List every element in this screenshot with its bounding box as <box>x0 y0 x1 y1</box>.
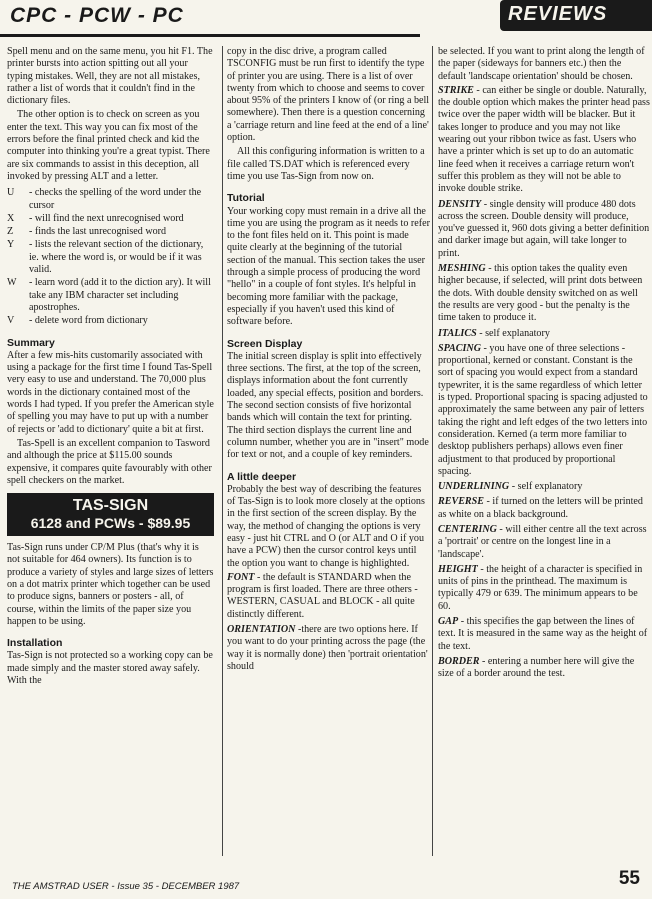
product-name: TAS-SIGN <box>72 497 149 515</box>
option-entry <box>438 199 650 260</box>
command-key: V <box>7 315 15 327</box>
paragraph: Tas-Sign is not protected so a working copy can be made simply and the master stored away safely. With the <box>7 650 213 687</box>
option-term: ITALICS <box>438 327 477 339</box>
option-desc: - self explanatory <box>509 481 583 493</box>
command-desc: - checks the spelling of the word under the cursor <box>29 187 202 211</box>
option-desc: - self explanatory <box>476 327 550 339</box>
command-list <box>7 187 214 327</box>
option-term: BORDER <box>438 655 480 667</box>
masthead <box>0 0 652 34</box>
command-key: Y <box>7 239 15 251</box>
option-desc: - this option takes the quality even higher because, if selected, will print dots between the dots. With double density switched on as well the results are very good - but the penalty is the time taken to produce it. <box>438 263 643 324</box>
option-entry <box>438 564 650 613</box>
option-term: REVERSE <box>438 496 485 508</box>
a-little-deeper-heading: A little deeper <box>227 470 297 483</box>
list-item <box>7 277 214 314</box>
paragraph: After a few mis-hits customarily associated with using a package for the first time I found Tas-Spell very easy to use and understand. The 70,000 plus words in the dictionary contained most of the words I had typed. If you prefer the American style of spelling you may have to put up with a number of rejects or 'add to dictionary' quite a bit at first. <box>7 349 214 435</box>
option-term: DENSITY <box>438 198 482 210</box>
column-2 <box>222 46 430 856</box>
command-desc: - will find the next unrecognised word <box>29 212 184 224</box>
option-entry <box>438 328 650 340</box>
option-desc: - you have one of three selections - proportional, kerned or constant. Constant is the sort of spacing you would expect from a standard typewriter, it is the same regardless of which letter is typed. Proportional spacing is spacing adjusted to approximately the same between any pair of letters taking the right and left edges of the two letters into consideration. Kerned (a term more familiar to desktop publishers perhaps) allows even finer adjustment to that produced by proportional spacing. <box>438 342 648 477</box>
option-term: GAP <box>438 616 459 628</box>
option-desc: - the default is STANDARD when the program is first loaded. There are three others - WESTERN, CASUAL and BLOCK - all quite distinctly different. <box>227 571 418 620</box>
page-number: 55 <box>618 868 640 889</box>
option-desc: - will either centre all the text across a 'portrait' or centre on the longest line in a 'landscape'. <box>438 523 647 560</box>
list-item <box>7 239 214 276</box>
command-key: W <box>7 277 17 289</box>
section-title: REVIEWS <box>508 3 608 25</box>
brand-banner <box>0 0 420 37</box>
brand-title: CPC - PCW - PC <box>10 4 184 27</box>
option-desc: - if turned on the letters will be printed as white on a black background. <box>438 496 643 520</box>
option-term: MESHING <box>438 263 486 275</box>
product-title-box <box>7 493 214 536</box>
paragraph: copy in the disc drive, a program called TSCONFIG must be run first to identify the type of printer you are using. There is a list of over twenty from which to choose and seems to cover about 95% of the printers I know of (or ring a bell somewhere). Then there is a question concerning a 'carriage return and line feed at the end of a line' option. <box>227 46 430 144</box>
summary-heading: Summary <box>7 336 55 349</box>
option-entry <box>438 524 650 561</box>
option-entry <box>438 481 650 493</box>
command-key: U <box>7 187 15 199</box>
option-entry <box>227 624 430 673</box>
screen-display-heading: Screen Display <box>227 337 303 350</box>
paragraph: Your working copy must remain in a drive all the time you are using the program as it needs to refer to the font files held on it. This point is made quite clearly at the beginning of the tutorial section of the manual. This section takes the user through a simple process of producing the word "hello" in a couple of font styles. It's helpful in becoming more familiar with the package, especially if you haven't used this kind of software before. <box>227 205 430 328</box>
list-item <box>7 226 214 238</box>
command-desc: - lists the relevant section of the dictionary, ie. where the word is, or would be if it was valid. <box>29 239 204 276</box>
product-price: 6128 and PCWs - $89.95 <box>30 515 191 532</box>
option-desc: - entering a number here will give the size of a border around the test. <box>438 655 635 680</box>
column-1 <box>7 46 214 856</box>
footer-publication: THE AMSTRAD USER - Issue 35 - DECEMBER 1987 <box>12 881 240 892</box>
option-desc: - single density will produce 480 dots across the screen. Double density will produce, you've guessed it, 960 dots giving a better definition and darker image but again, will take longer to print. <box>438 198 650 259</box>
command-key: Z <box>7 226 14 238</box>
list-item <box>7 315 214 327</box>
option-entry <box>227 572 430 621</box>
command-desc: - delete word from dictionary <box>29 315 148 327</box>
installation-heading: Installation <box>7 637 63 650</box>
option-entry <box>438 85 650 196</box>
tutorial-heading: Tutorial <box>227 192 265 205</box>
option-entry <box>438 343 650 478</box>
command-desc: - finds the last unrecognised word <box>29 226 167 238</box>
paragraph: Tas-Sign runs under CP/M Plus (that's why it is not suitable for 464 owners). Its function is to produce a variety of styles and large sizes of letters on a dot matrix printer which together can be used to produce signs, banners or posters - all, of course, within the limits of the paper size you happen to be using. <box>7 542 214 627</box>
option-term: HEIGHT <box>438 563 478 575</box>
paragraph: Probably the best way of describing the features of Tas-Sign is to look more closely at the options in the first section of the screen display. By the way, the method of changing the options is very easy - just hit CTRL and O (or ALT and O if you have a PCW) then the cursor control keys until the option you want to change is highlighted. <box>227 483 425 569</box>
command-desc: - learn word (add it to the diction ary). It will take any IBM character set including apostrophes. <box>29 277 211 313</box>
paragraph: Spell menu and on the same menu, you hit F1. The printer bursts into action spitting out all your typing mistakes. Well, they are not all mistakes, rather a list of words that it couldn't find in the dictionary files. <box>7 46 213 107</box>
paragraph: All this configuring information is written to a file called TS.DAT which is referenced every time you use Tas-Sign from now on. <box>227 146 425 182</box>
option-term: UNDERLINING <box>438 481 510 493</box>
list-item <box>7 187 214 212</box>
paragraph: The initial screen display is split into effectively three sections. The first, at the top of the screen, displays information about the font currently loaded, any special effects, position and borders. The second section consists of five horizontal bands which will contain the text for printing. The third section displays the current line and column number, whether you are in "insert" mode for text or not, and a couple of key reminders. <box>227 350 429 461</box>
option-term: CENTERING <box>438 523 497 535</box>
option-desc: - this specifies the gap between the lines of text. It is measured in the same way as the height of the text. <box>438 616 648 652</box>
option-desc: -there are two options here. If you want to do your printing across the page (the way it is normally done) then 'portrait orientation' should <box>227 624 428 672</box>
paragraph: Tas-Spell is an excellent companion to Tasword and although the price at $115.00 sounds expensive, it compares quite favourably with other spell checkers on the market. <box>7 437 212 486</box>
option-desc: - the height of a character is specified in units of pins in the printhead. The maximum is typically 479 or 639. The minimum appears to be 60. <box>438 563 643 612</box>
section-banner <box>500 0 652 31</box>
option-entry <box>438 496 650 521</box>
option-term: SPACING <box>438 342 482 354</box>
option-term: ORIENTATION <box>227 624 296 636</box>
command-key: X <box>7 212 15 224</box>
option-entry <box>438 263 650 324</box>
option-term: FONT <box>227 571 255 583</box>
list-item <box>7 213 214 225</box>
option-desc: - can either be single or double. Naturally, the double option which makes the printer head pass twice over the paper width will be blacker. But it takes longer to produce and you may not like wearing out your ribbon twice as fast. Users who have a printer which is set up to do an automatic line feed when it receives a carriage return won't suffer this problem as they will not be able to invoke double strike. <box>438 84 650 195</box>
column-3 <box>432 46 650 856</box>
paragraph: be selected. If you want to print along the length of the paper (sideways for banners etc.) then the default 'landscape orientation' should be chosen. <box>438 46 645 82</box>
paragraph: The other option is to check on screen as you enter the text. This way you can fix most of the errors before the final printed check and kid the computer into thinking you're a great typist. There are six commands to assist in this deception, all invoked by pressing ALT and a letter. <box>7 109 210 182</box>
option-term: STRIKE <box>438 84 474 96</box>
option-entry <box>438 656 650 681</box>
option-entry <box>438 616 650 653</box>
